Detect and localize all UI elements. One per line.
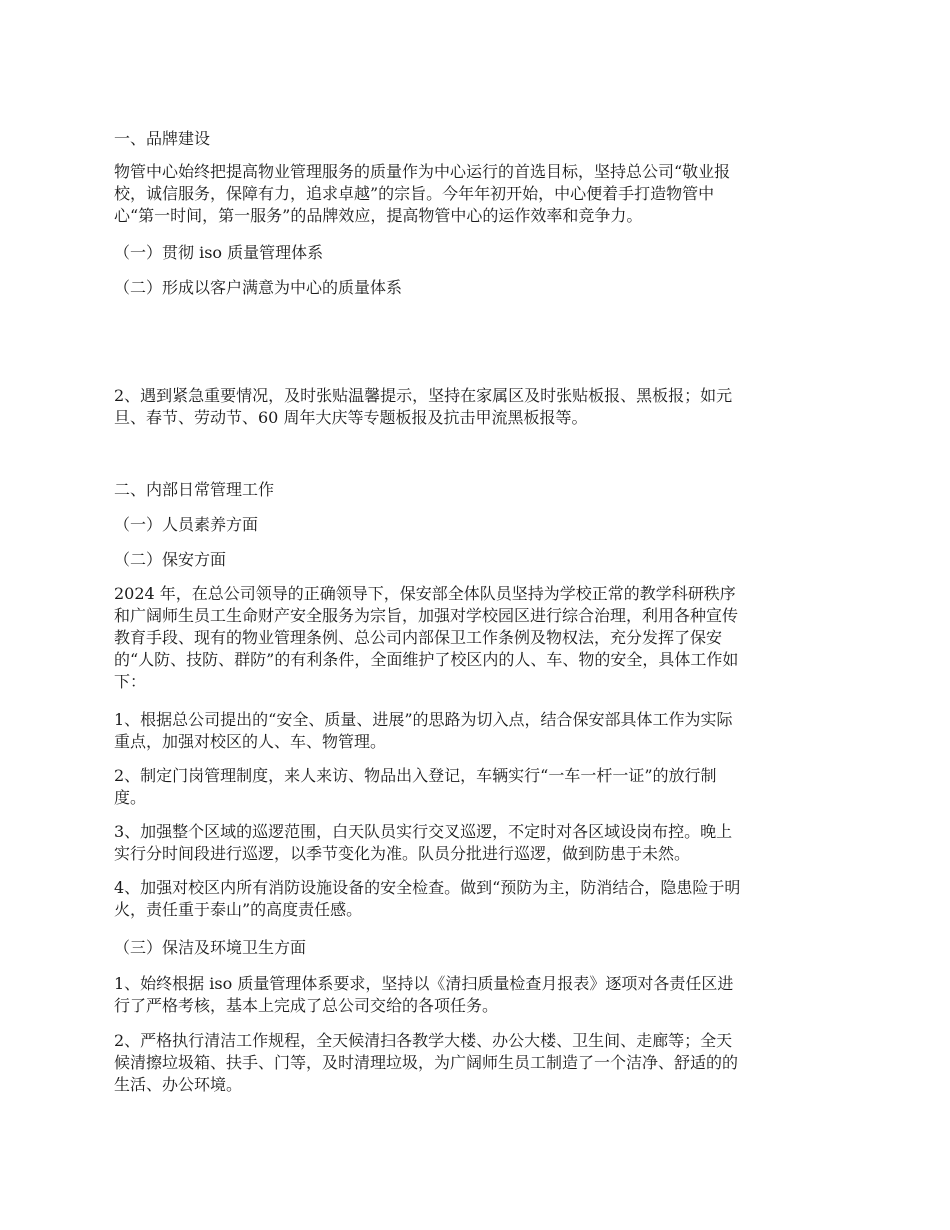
paragraph-security-item-3: 3、加强整个区域的巡逻范围，白天队员实行交叉巡逻，不定时对各区域设岗布控。晚上 实行分时间段进行巡逻，以季节变化为准。队员分批进行巡逻，做到防患于未然。 <box>114 822 733 863</box>
section-heading-internal: 二、内部日常管理工作 <box>114 480 275 499</box>
section-heading-brand: 一、品牌建设 <box>114 129 211 148</box>
subheading-personnel: （一）人员素养方面 <box>114 515 259 534</box>
paragraph-security-item-2: 2、制定门岗管理制度，来人来访、物品出入登记，车辆实行“一车一杆一证”的放行制 度。 <box>114 766 717 807</box>
paragraph-security-item-1: 1、根据总公司提出的“安全、质量、进展”的思路为切入点，结合保安部具体工作为实际 重点，加强对校区的人、车、物管理。 <box>114 710 733 751</box>
paragraph-brand-intro: 物管中心始终把提高物业管理服务的质量作为中心运行的首选目标，坚持总公司“敬业报 校，诚信服务，保障有力，追求卓越”的宗旨。今年年初开始，中心便着手打造物管中 心“第一时间，第一服务”的品牌效应，提高物管中心的运作效率和竞争力。 <box>114 162 731 225</box>
paragraph-emergency-notice: 2、遇到紧急重要情况，及时张贴温馨提示，坚持在家属区及时张贴板报、黑板报；如元 旦、春节、劳动节、60 周年大庆等专题板报及抗击甲流黑板报等。 <box>114 386 733 427</box>
subheading-iso: （一）贯彻 iso 质量管理体系 <box>114 243 324 262</box>
subheading-cleaning: （三）保洁及环境卫生方面 <box>114 938 307 957</box>
paragraph-security-item-4: 4、加强对校区内所有消防设施设备的安全检查。做到“预防为主，防消结合，隐患险于明 火，责任重于泰山”的高度责任感。 <box>114 878 741 919</box>
subheading-security: （二）保安方面 <box>114 550 227 569</box>
paragraph-security-intro: 2024 年，在总公司领导的正确领导下，保安部全体队员坚持为学校正常的教学科研秩序 和广阔师生员工生命财产安全服务为宗旨，加强对学校园区进行综合治理，利用各种宣传 教育手段、现有的物业管理条例、总公司内部保卫工作条例及物权法，充分发挥了保安 的“人防、技防、群防”的有利条件，全面维护了校区内的人、车、物的安全，具体工作如 下： <box>114 584 739 691</box>
paragraph-cleaning-item-2: 2、严格执行清洁工作规程，全天候清扫各教学大楼、办公大楼、卫生间、走廊等；全天 候清擦垃圾箱、扶手、门等，及时清理垃圾，为广阔师生员工制造了一个洁净、舒适的的 生活、办公环境。 <box>114 1031 739 1094</box>
paragraph-cleaning-item-1: 1、始终根据 iso 质量管理体系要求，坚持以《清扫质量检查月报表》逐项对各责任区进 行了严格考核，基本上完成了总公司交给的各项任务。 <box>114 974 734 1015</box>
subheading-customer-quality: （二）形成以客户满意为中心的质量体系 <box>114 278 403 297</box>
